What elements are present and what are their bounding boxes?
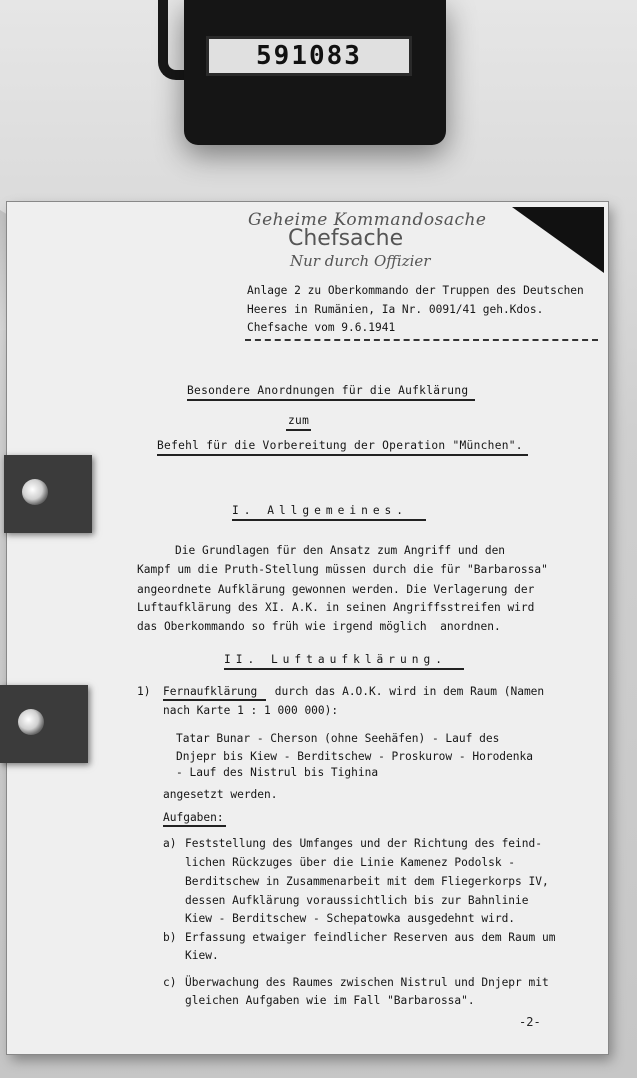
title-line-3: Befehl für die Vorbereitung der Operation "München". — [157, 439, 523, 452]
classification-stamp-line2: Chefsache — [288, 226, 404, 251]
tasks-label-underline — [163, 825, 226, 827]
item-1-lead: Fernaufklärung — [163, 685, 258, 698]
title-underline-1 — [187, 399, 475, 401]
section-2-heading: II. Luftaufklärung. — [224, 653, 447, 666]
title-underline-3 — [157, 454, 528, 456]
item-1-line2: nach Karte 1 : 1 000 000): — [163, 704, 339, 717]
classification-stamp-line1: Geheime Kommandosache — [248, 210, 487, 230]
section-1-para-line: Die Grundlagen für den Ansatz zum Angriff und den — [175, 544, 506, 557]
section-1-heading: I. Allgemeines. — [232, 504, 409, 517]
hole-icon — [18, 709, 44, 735]
task-b-line: Kiew. — [185, 949, 219, 962]
page-corner-tab — [512, 207, 604, 273]
route-line: Dnjepr bis Kiew - Berditschew - Proskurow - Horodenka — [176, 750, 533, 763]
item-1-lead-underline — [163, 699, 266, 701]
task-a-letter: a) — [163, 837, 177, 850]
title-underline-2 — [286, 429, 311, 431]
classification-stamp-line3: Nur durch Offizier — [290, 252, 431, 270]
section-1-para-line: Luftaufklärung des XI. A.K. in seinen Angriffsstreifen wird — [137, 601, 535, 614]
reference-line-3: Chefsache vom 9.6.1941 — [247, 321, 396, 334]
reference-line-1: Anlage 2 zu Oberkommando der Truppen des Deutschen — [247, 284, 584, 297]
title-line-1: Besondere Anordnungen für die Aufklärung — [187, 384, 469, 397]
punch-hole-top — [4, 455, 92, 533]
task-a-line: Feststellung des Umfanges und der Richtung des feind- — [185, 837, 542, 850]
task-a-line: dessen Aufklärung voraussichtlich bis zur Bahnlinie — [185, 894, 529, 907]
task-a-line: Kiew - Berditschew - Schepatowka ausgedehnt wird. — [185, 912, 516, 925]
item-1-line1-rest: durch das A.O.K. wird in dem Raum (Namen — [268, 685, 545, 698]
punch-hole-bottom — [0, 685, 88, 763]
reference-divider — [245, 339, 598, 341]
frame-counter-display: 591083 — [206, 36, 412, 76]
item-1-number: 1) — [137, 685, 151, 698]
section-1-para-line: angeordnete Aufklärung gewonnen werden. Die Verlagerung der — [137, 583, 535, 596]
hole-icon — [22, 479, 48, 505]
task-c-letter: c) — [163, 976, 177, 989]
route-line: - Lauf des Nistrul bis Tighina — [176, 766, 379, 779]
task-c-line: Überwachung des Raumes zwischen Nistrul und Dnjepr mit — [185, 976, 549, 989]
route-line: Tatar Bunar - Cherson (ohne Seehäfen) - Lauf des — [176, 732, 500, 745]
task-c-line: gleichen Aufgaben wie im Fall "Barbarossa". — [185, 994, 475, 1007]
tasks-label: Aufgaben: — [163, 811, 224, 824]
section-1-underline — [232, 519, 426, 521]
page-number: -2- — [519, 1015, 541, 1029]
task-a-line: Berditschew in Zusammenarbeit mit dem Fliegerkorps IV, — [185, 875, 549, 888]
task-b-letter: b) — [163, 931, 177, 944]
section-1-para-line: Kampf um die Pruth-Stellung müssen durch die für "Barbarossa" — [137, 563, 548, 576]
section-1-para-line: das Oberkommando so früh wie irgend möglich anordnen. — [137, 620, 501, 633]
section-2-underline — [224, 668, 464, 670]
item-1-tail: angesetzt werden. — [163, 788, 278, 801]
reference-line-2: Heeres in Rumänien, Ia Nr. 0091/41 geh.Kdos. — [247, 303, 544, 316]
task-b-line: Erfassung etwaiger feindlicher Reserven aus dem Raum um — [185, 931, 556, 944]
title-line-2: zum — [288, 414, 310, 427]
task-a-line: lichen Rückzuges über die Linie Kamenez Podolsk - — [185, 856, 516, 869]
